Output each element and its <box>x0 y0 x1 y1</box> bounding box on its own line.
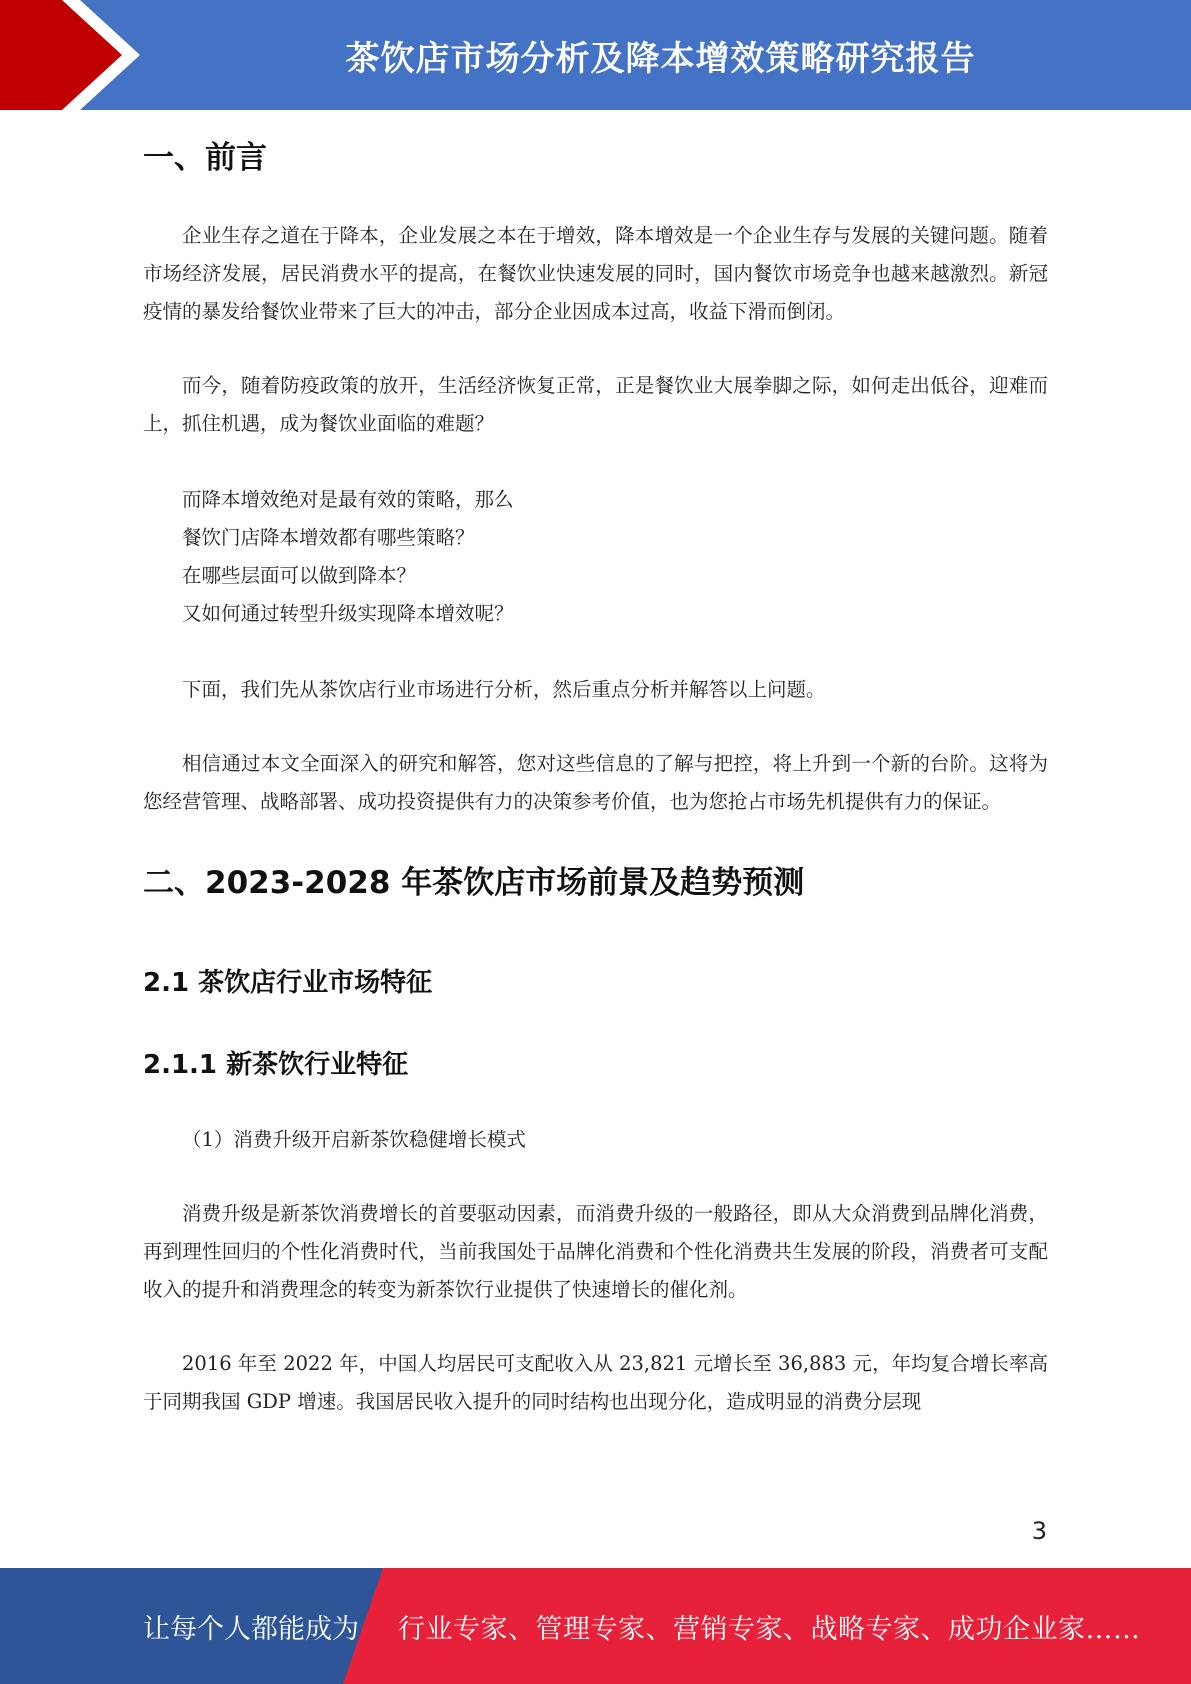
section-heading-preface: 一、前言 <box>143 140 267 176</box>
outlook-paragraph: 消费升级是新茶饮消费增长的首要驱动因素，而消费升级的一般路径，即从大众消费到品牌化消费，再到理性回归的个性化消费时代，当前我国处于品牌化消费和个性化消费共生发展的阶段，消费者可支配收入的提升和消费理念的转变为新茶饮行业提供了快速增长的催化剂。 <box>143 1201 1048 1301</box>
preface-paragraph: 企业生存之道在于降本，企业发展之本在于增效，降本增效是一个企业生存与发展的关键问题。随着市场经济发展，居民消费水平的提高，在餐饮业快速发展的同时，国内餐饮市场竞争也越来越激烈。新冠疫情的暴发给餐饮业带来了巨大的冲击，部分企业因成本过高，收益下滑而倒闭。 <box>143 224 1048 324</box>
subsection-heading: 2.1 茶饮店行业市场特征 <box>143 968 433 999</box>
footer-slogan-right: 行业专家、管理专家、营销专家、战略专家、成功企业家…… <box>398 1613 1141 1645</box>
question-line: 在哪些层面可以做到降本？ <box>182 564 417 588</box>
question-line: 又如何通过转型升级实现降本增效呢？ <box>182 602 514 626</box>
question-list <box>143 481 1048 633</box>
page-number: 3 <box>1031 1517 1047 1545</box>
header-banner <box>0 0 1191 110</box>
footer-banner <box>0 1568 1191 1684</box>
preface-paragraph: 而今，随着防疫政策的放开，生活经济恢复正常，正是餐饮业大展拳脚之际，如何走出低谷，迎难而上，抓住机遇，成为餐饮业面临的难题？ <box>143 374 1048 436</box>
outlook-paragraph: 2016 年至 2022 年，中国人均居民可支配收入从 23,821 元增长至 36,883 元，年均复合增长率高于同期我国 GDP 增速。我国居民收入提升的同时结构也出现分化，造成明显的消费分层现 <box>143 1351 1048 1413</box>
section-heading-outlook: 二、2023-2028 年茶饮店市场前景及趋势预测 <box>143 865 805 902</box>
question-line: 而降本增效绝对是最有效的策略，那么 <box>182 488 514 512</box>
main-content <box>143 120 1048 1421</box>
report-title: 茶饮店市场分析及降本增效策略研究报告 <box>345 38 976 79</box>
subsubsection-heading: 2.1.1 新茶饮行业特征 <box>143 1049 409 1080</box>
footer-slogan-left: 让每个人都能成为 <box>143 1613 359 1645</box>
preface-paragraph: 下面，我们先从茶饮店行业市场进行分析，然后重点分析并解答以上问题。 <box>182 678 826 702</box>
arrow-decoration <box>0 0 150 110</box>
point-heading: （1）消费升级开启新茶饮稳健增长模式 <box>182 1127 526 1151</box>
preface-paragraph: 相信通过本文全面深入的研究和解答，您对这些信息的了解与把控，将上升到一个新的台阶。这将为您经营管理、战略部署、成功投资提供有力的决策参考价值，也为您抢占市场先机提供有力的保证。 <box>143 752 1048 814</box>
question-line: 餐饮门店降本增效都有哪些策略？ <box>182 526 475 550</box>
